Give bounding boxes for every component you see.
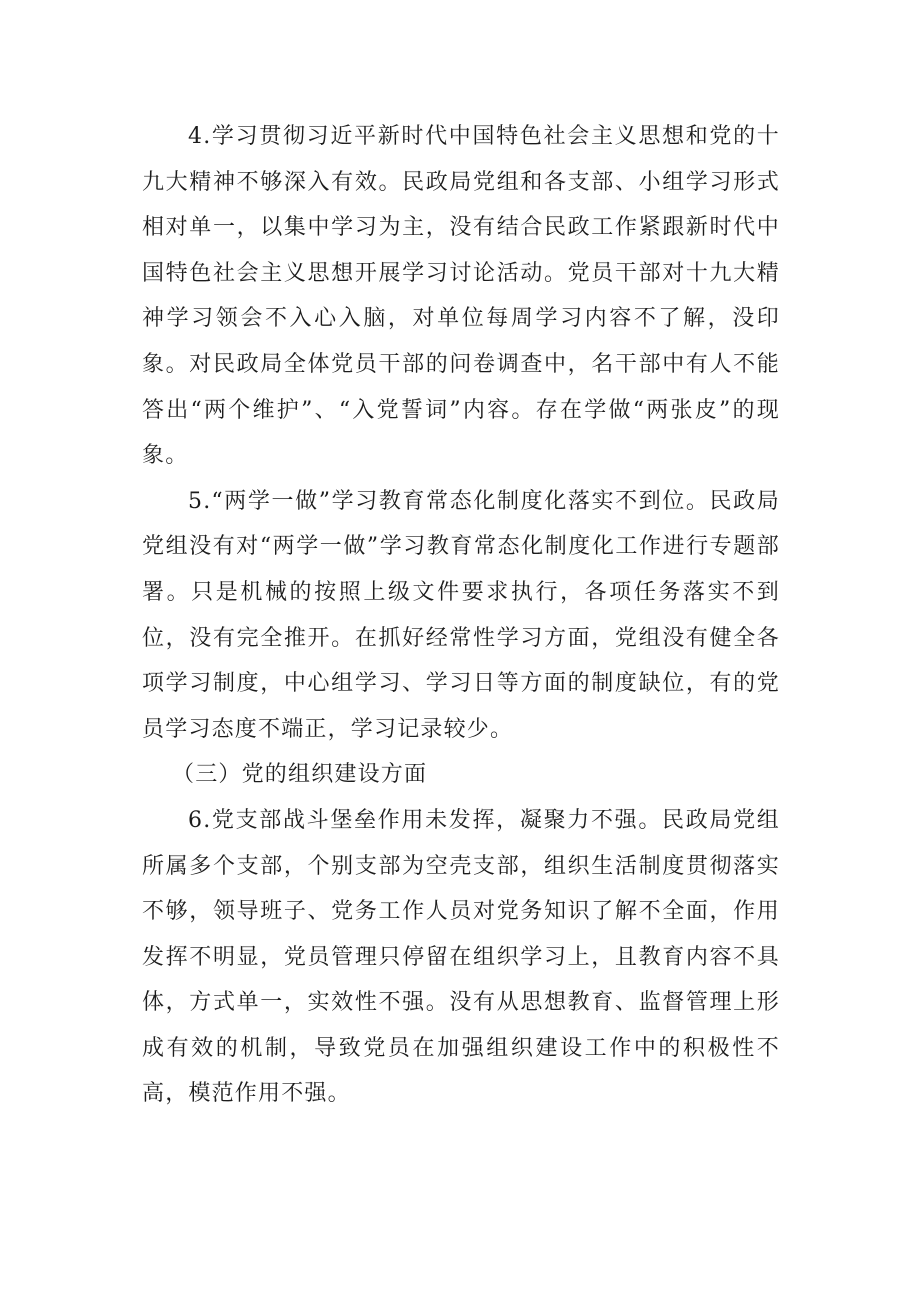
paragraph-item-6: 6.党支部战斗堡垒作用未发挥，凝聚力不强。民政局党组所属多个支部，个别支部为空壳支部，组织生活制度贯彻落实不够，领导班子、党务工作人员对党务知识了解不全面，作用发挥不明显，党员管理只停留在组织学习上，且教育内容不具体，方式单一，实效性不强。没有从思想教育、监督管理上形成有效的机制，导致党员在加强组织建设工作中的积极性不高，模范作用不强。 xyxy=(142,807,780,1107)
paragraph-item-5: 5.“两学一做”学习教育常态化制度化落实不到位。民政局党组没有对“两学一做”学习教育常态化制度化工作进行专题部署。只是机械的按照上级文件要求执行，各项任务落实不到位，没有完全推开。在抓好经常性学习方面，党组没有健全各项学习制度，中心组学习、学习日等方面的制度缺位，有的党员学习态度不端正，学习记录较少。 xyxy=(142,488,780,742)
document-body xyxy=(142,114,780,1117)
paragraph-item-4: 4.学习贯彻习近平新时代中国特色社会主义思想和党的十九大精神不够深入有效。民政局党组和各支部、小组学习形式相对单一，以集中学习为主，没有结合民政工作紧跟新时代中国特色社会主义思想开展学习讨论活动。党员干部对十九大精神学习领会不入心入脑，对单位每周学习内容不了解，没印象。对民政局全体党员干部的问卷调查中，名干部中有人不能答出“两个维护”、“入党誓词”内容。存在学做“两张皮”的现象。 xyxy=(142,124,780,469)
section-heading-party-organization: （三）党的组织建设方面 xyxy=(172,762,428,788)
